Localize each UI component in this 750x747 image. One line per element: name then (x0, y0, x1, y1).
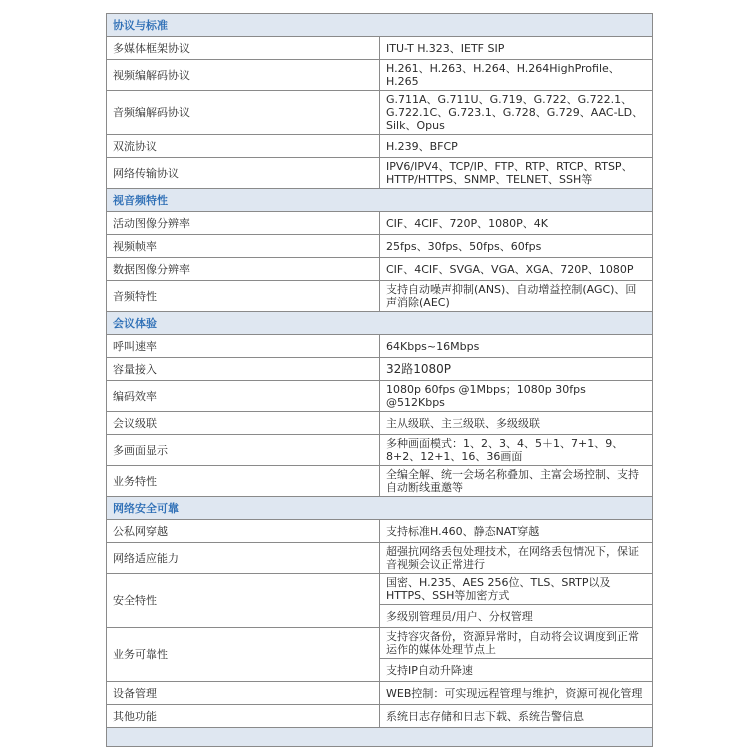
table-row (107, 705, 653, 728)
row-key: 业务特性 (107, 466, 380, 497)
row-value: IPV6/IPV4、TCP/IP、FTP、RTP、RTCP、RTSP、HTTP/HTTPS、SNMP、TELNET、SSH等 (380, 158, 653, 189)
table-row (107, 435, 653, 466)
row-value: WEB控制：可实现远程管理与维护，资源可视化管理 (380, 682, 653, 705)
spec-table (106, 13, 653, 747)
row-key: 安全特性 (107, 574, 380, 628)
section-title: 网络安全可靠 (107, 497, 653, 520)
table-row (107, 381, 653, 412)
row-value: 系统日志存储和日志下载、系统告警信息 (380, 705, 653, 728)
section-header-row (107, 312, 653, 335)
row-value: 1080p 60fps @1Mbps；1080p 30fps @512Kbps (380, 381, 653, 412)
row-key: 数据图像分辨率 (107, 258, 380, 281)
table-row (107, 212, 653, 235)
row-key: 容量接入 (107, 358, 380, 381)
table-row (107, 574, 653, 605)
row-value: 支持自动噪声抑制(ANS)、自动增益控制(AGC)、回声消除(AEC) (380, 281, 653, 312)
row-value: 超强抗网络丢包处理技术，在网络丢包情况下，保证音视频会议正常进行 (380, 543, 653, 574)
row-key: 设备管理 (107, 682, 380, 705)
table-row (107, 235, 653, 258)
row-key: 网络适应能力 (107, 543, 380, 574)
row-key: 呼叫速率 (107, 335, 380, 358)
row-key: 公私网穿越 (107, 520, 380, 543)
row-key: 多画面显示 (107, 435, 380, 466)
table-row (107, 60, 653, 91)
table-row (107, 135, 653, 158)
row-key: 业务可靠性 (107, 628, 380, 682)
row-key: 其他功能 (107, 705, 380, 728)
row-value: CIF、4CIF、SVGA、VGA、XGA、720P、1080P (380, 258, 653, 281)
table-row (107, 520, 653, 543)
row-value: 支持容灾备份，资源异常时，自动将会议调度到正常运作的媒体处理节点上 (380, 628, 653, 659)
table-row (107, 37, 653, 60)
section-header-row (107, 497, 653, 520)
row-value: 多种画面模式：1、2、3、4、5＋1、7+1、9、8+2、12+1、16、36画面 (380, 435, 653, 466)
section-title-cut (107, 728, 653, 747)
row-key: 视频帧率 (107, 235, 380, 258)
row-value: 64Kbps~16Mbps (380, 335, 653, 358)
section-header-row-cut (107, 728, 653, 747)
row-value: 多级别管理员/用户、分权管理 (380, 605, 653, 628)
row-value: G.711A、G.711U、G.719、G.722、G.722.1、G.722.1C、G.723.1、G.728、G.729、AAC-LD、Silk、Opus (380, 91, 653, 135)
section-title: 协议与标准 (107, 14, 653, 37)
row-value: H.261、H.263、H.264、H.264HighProfile、H.265 (380, 60, 653, 91)
row-key: 网络传输协议 (107, 158, 380, 189)
section-title: 会议体验 (107, 312, 653, 335)
row-value: H.239、BFCP (380, 135, 653, 158)
table-row (107, 682, 653, 705)
row-key: 活动图像分辨率 (107, 212, 380, 235)
table-row (107, 358, 653, 381)
row-value: ITU-T H.323、IETF SIP (380, 37, 653, 60)
table-row (107, 412, 653, 435)
row-key: 双流协议 (107, 135, 380, 158)
table-row (107, 543, 653, 574)
table-row (107, 466, 653, 497)
table-row (107, 281, 653, 312)
row-value: 支持标准H.460、静态NAT穿越 (380, 520, 653, 543)
row-key: 音频编解码协议 (107, 91, 380, 135)
row-value: CIF、4CIF、720P、1080P、4K (380, 212, 653, 235)
row-value: 主从级联、主三级联、多级级联 (380, 412, 653, 435)
row-value: 支持IP自动升降速 (380, 659, 653, 682)
table-row (107, 158, 653, 189)
row-value: 32路1080P (380, 358, 653, 381)
row-key: 多媒体框架协议 (107, 37, 380, 60)
section-header-row (107, 14, 653, 37)
row-key: 视频编解码协议 (107, 60, 380, 91)
row-key: 编码效率 (107, 381, 380, 412)
row-value: 国密、H.235、AES 256位、TLS、SRTP以及HTTPS、SSH等加密方式 (380, 574, 653, 605)
table-row (107, 91, 653, 135)
table-row (107, 258, 653, 281)
table-row (107, 335, 653, 358)
row-key: 音频特性 (107, 281, 380, 312)
table-row (107, 628, 653, 659)
section-title: 视音频特性 (107, 189, 653, 212)
row-key: 会议级联 (107, 412, 380, 435)
section-header-row (107, 189, 653, 212)
row-value: 全编全解、统一会场名称叠加、主富会场控制、支持自动断线重邀等 (380, 466, 653, 497)
row-value: 25fps、30fps、50fps、60fps (380, 235, 653, 258)
